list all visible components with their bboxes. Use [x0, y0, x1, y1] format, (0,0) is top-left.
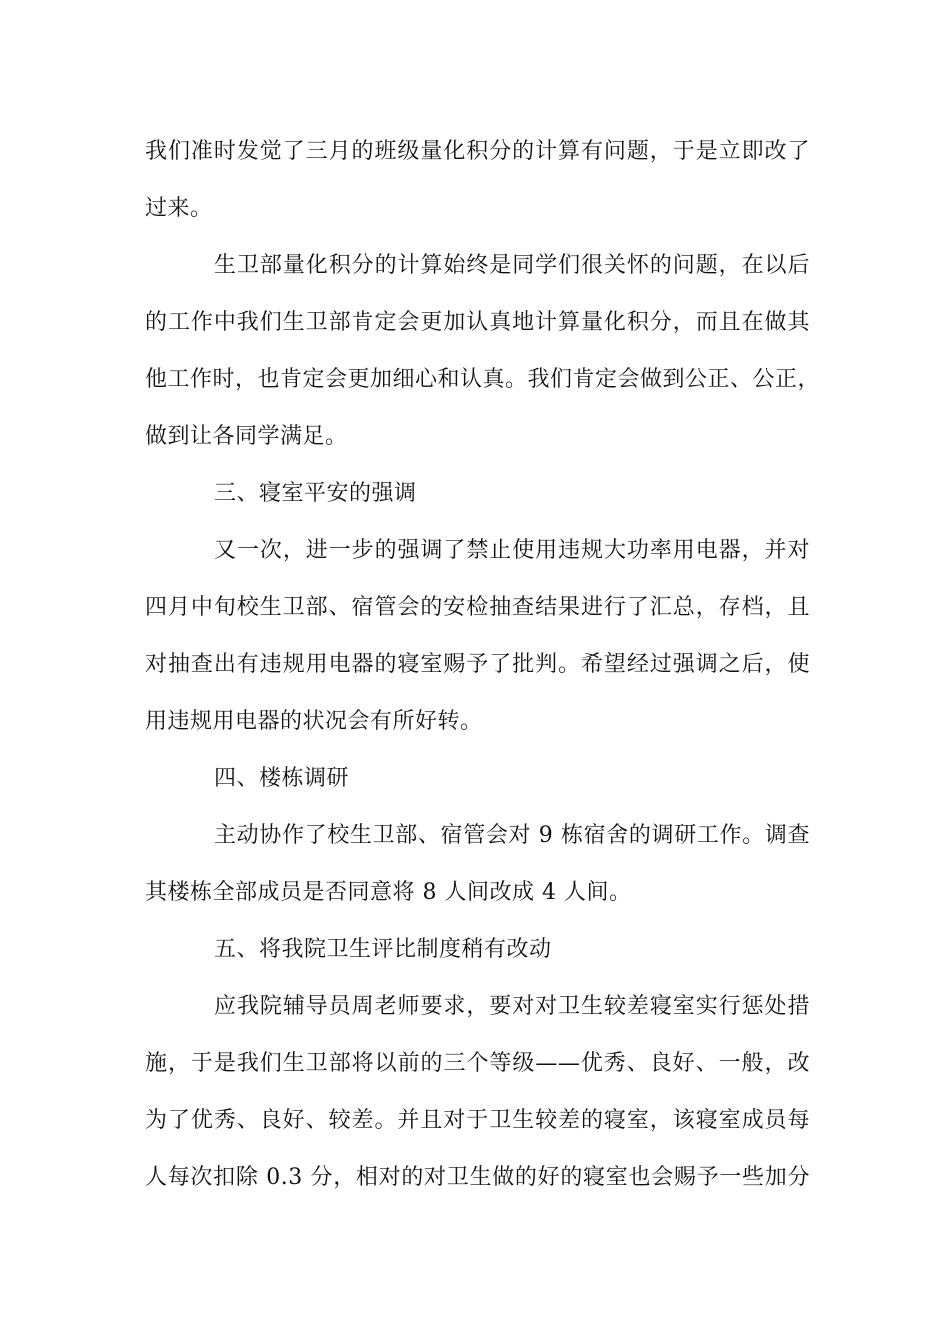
- paragraph-line: 其楼栋全部成员是否同意将 8 人间改成 4 人间。: [145, 880, 632, 905]
- section-heading: 五、将我院卫生评比制度稍有改动: [214, 937, 552, 962]
- paragraph-line: 应我院辅导员周老师要求，要对对卫生较差寝室实行惩处措: [214, 994, 810, 1019]
- paragraph-line: 过来。: [145, 196, 213, 221]
- paragraph-line: 人每次扣除 0.3 分，相对的对卫生做的好的寝室也会赐予一些加分: [145, 1165, 810, 1190]
- paragraph-line: 又一次，进一步的强调了禁止使用违规大功率用电器，并对: [214, 538, 810, 563]
- paragraph-line: 他工作时，也肯定会更加细心和认真。我们肯定会做到公正、公正，: [145, 367, 821, 392]
- paragraph-line: 做到让各同学满足。: [145, 424, 348, 449]
- paragraph-line: 施，于是我们生卫部将以前的三个等级——优秀、良好、一般，改: [145, 1051, 810, 1076]
- section-heading: 三、寝室平安的强调: [214, 481, 417, 506]
- paragraph-line: 主动协作了校生卫部、宿管会对 9 栋宿舍的调研工作。调查: [214, 823, 810, 848]
- paragraph-line: 四月中旬校生卫部、宿管会的安检抽查结果进行了汇总，存档，且: [145, 595, 810, 620]
- section-heading: 四、楼栋调研: [214, 766, 350, 791]
- paragraph-line: 为了优秀、良好、较差。并且对于卫生较差的寝室，该寝室成员每: [145, 1108, 810, 1133]
- paragraph-line: 生卫部量化积分的计算始终是同学们很关怀的问题，在以后: [214, 253, 810, 278]
- paragraph-line: 用违规用电器的状况会有所好转。: [145, 709, 483, 734]
- paragraph-line: 我们准时发觉了三月的班级量化积分的计算有问题，于是立即改了: [145, 139, 810, 164]
- paragraph-line: 的工作中我们生卫部肯定会更加认真地计算量化积分，而且在做其: [145, 310, 810, 335]
- paragraph-line: 对抽查出有违规用电器的寝室赐予了批判。希望经过强调之后，使: [145, 652, 810, 677]
